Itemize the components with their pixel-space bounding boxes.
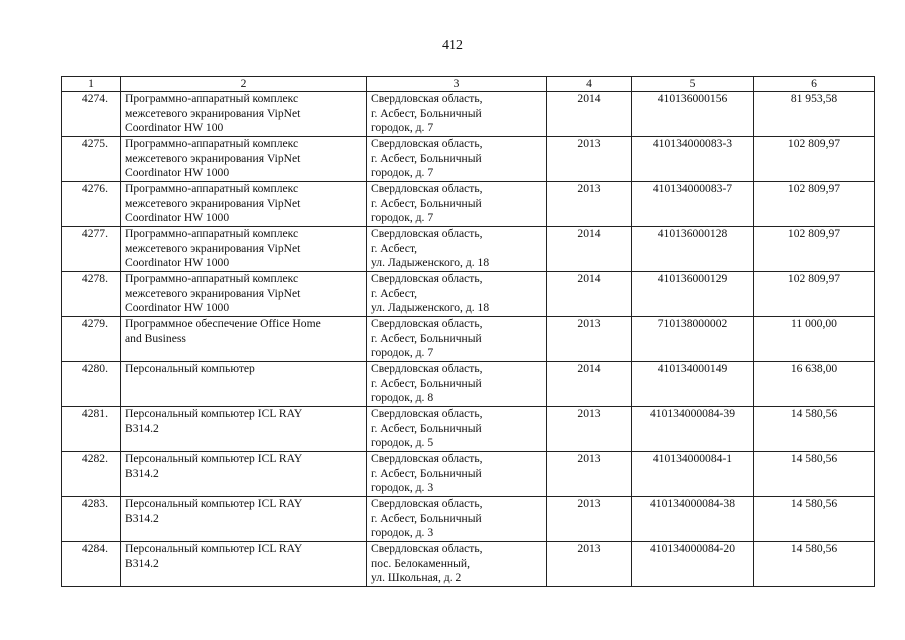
table-row xyxy=(62,272,875,317)
column-number: 3 xyxy=(367,77,547,92)
cost-cell: 14 580,56 xyxy=(754,452,875,497)
column-number: 1 xyxy=(62,77,121,92)
year-cell: 2014 xyxy=(547,227,632,272)
row-number-cell: 4277. xyxy=(62,227,121,272)
item-name-cell: Программное обеспечение Office Home and Business xyxy=(121,317,367,362)
year-cell: 2013 xyxy=(547,182,632,227)
row-number-cell: 4280. xyxy=(62,362,121,407)
item-name-cell: Персональный компьютер ICL RAY B314.2 xyxy=(121,542,367,587)
item-name-cell: Программно-аппаратный комплекс межсетевого экранирования VipNet Coordinator HW 1000 xyxy=(121,182,367,227)
row-number-cell: 4274. xyxy=(62,92,121,137)
cost-cell: 11 000,00 xyxy=(754,317,875,362)
property-registry-table xyxy=(61,76,875,587)
row-number-cell: 4282. xyxy=(62,452,121,497)
item-name-cell: Программно-аппаратный комплекс межсетевого экранирования VipNet Coordinator HW 1000 xyxy=(121,137,367,182)
inventory-number-cell: 410134000149 xyxy=(632,362,754,407)
address-cell: Свердловская область, г. Асбест, Больничный городок, д. 8 xyxy=(367,362,547,407)
table-row xyxy=(62,317,875,362)
row-number-cell: 4275. xyxy=(62,137,121,182)
cost-cell: 102 809,97 xyxy=(754,272,875,317)
inventory-number-cell: 710138000002 xyxy=(632,317,754,362)
inventory-number-cell: 410134000084-38 xyxy=(632,497,754,542)
year-cell: 2014 xyxy=(547,272,632,317)
item-name-cell: Программно-аппаратный комплекс межсетевого экранирования VipNet Coordinator HW 1000 xyxy=(121,272,367,317)
inventory-number-cell: 410134000083-3 xyxy=(632,137,754,182)
table-row xyxy=(62,452,875,497)
table-row xyxy=(62,92,875,137)
year-cell: 2013 xyxy=(547,317,632,362)
address-cell: Свердловская область, г. Асбест, Больничный городок, д. 7 xyxy=(367,92,547,137)
item-name-cell: Персональный компьютер xyxy=(121,362,367,407)
cost-cell: 16 638,00 xyxy=(754,362,875,407)
inventory-number-cell: 410134000084-39 xyxy=(632,407,754,452)
inventory-number-cell: 410134000084-1 xyxy=(632,452,754,497)
year-cell: 2013 xyxy=(547,452,632,497)
address-cell: Свердловская область, г. Асбест, Больничный городок, д. 7 xyxy=(367,137,547,182)
cost-cell: 14 580,56 xyxy=(754,542,875,587)
item-name-cell: Персональный компьютер ICL RAY B314.2 xyxy=(121,452,367,497)
address-cell: Свердловская область, г. Асбест, Больничный городок, д. 3 xyxy=(367,497,547,542)
table-row xyxy=(62,497,875,542)
item-name-cell: Персональный компьютер ICL RAY B314.2 xyxy=(121,407,367,452)
column-number: 2 xyxy=(121,77,367,92)
year-cell: 2013 xyxy=(547,407,632,452)
table-row xyxy=(62,227,875,272)
address-cell: Свердловская область, г. Асбест, Больничный городок, д. 7 xyxy=(367,182,547,227)
year-cell: 2013 xyxy=(547,542,632,587)
row-number-cell: 4276. xyxy=(62,182,121,227)
inventory-number-cell: 410134000083-7 xyxy=(632,182,754,227)
item-name-cell: Персональный компьютер ICL RAY B314.2 xyxy=(121,497,367,542)
table-row xyxy=(62,182,875,227)
table-row xyxy=(62,542,875,587)
table-row xyxy=(62,407,875,452)
column-number: 6 xyxy=(754,77,875,92)
year-cell: 2013 xyxy=(547,137,632,182)
inventory-number-cell: 410134000084-20 xyxy=(632,542,754,587)
table-row xyxy=(62,137,875,182)
cost-cell: 102 809,97 xyxy=(754,137,875,182)
table-row xyxy=(62,362,875,407)
year-cell: 2013 xyxy=(547,497,632,542)
address-cell: Свердловская область, г. Асбест, Больничный городок, д. 3 xyxy=(367,452,547,497)
row-number-cell: 4278. xyxy=(62,272,121,317)
inventory-number-cell: 410136000128 xyxy=(632,227,754,272)
column-number: 4 xyxy=(547,77,632,92)
address-cell: Свердловская область, г. Асбест, Больничный городок, д. 5 xyxy=(367,407,547,452)
row-number-cell: 4283. xyxy=(62,497,121,542)
column-number: 5 xyxy=(632,77,754,92)
address-cell: Свердловская область, пос. Белокаменный, ул. Школьная, д. 2 xyxy=(367,542,547,587)
cost-cell: 102 809,97 xyxy=(754,182,875,227)
cost-cell: 14 580,56 xyxy=(754,497,875,542)
address-cell: Свердловская область, г. Асбест, ул. Ладыженского, д. 18 xyxy=(367,227,547,272)
inventory-number-cell: 410136000129 xyxy=(632,272,754,317)
address-cell: Свердловская область, г. Асбест, ул. Ладыженского, д. 18 xyxy=(367,272,547,317)
cost-cell: 102 809,97 xyxy=(754,227,875,272)
item-name-cell: Программно-аппаратный комплекс межсетевого экранирования VipNet Coordinator HW 100 xyxy=(121,92,367,137)
row-number-cell: 4284. xyxy=(62,542,121,587)
column-number-row xyxy=(62,77,875,92)
row-number-cell: 4279. xyxy=(62,317,121,362)
cost-cell: 81 953,58 xyxy=(754,92,875,137)
page-number: 412 xyxy=(442,38,463,53)
row-number-cell: 4281. xyxy=(62,407,121,452)
year-cell: 2014 xyxy=(547,92,632,137)
inventory-number-cell: 410136000156 xyxy=(632,92,754,137)
cost-cell: 14 580,56 xyxy=(754,407,875,452)
address-cell: Свердловская область, г. Асбест, Больничный городок, д. 7 xyxy=(367,317,547,362)
year-cell: 2014 xyxy=(547,362,632,407)
item-name-cell: Программно-аппаратный комплекс межсетевого экранирования VipNet Coordinator HW 1000 xyxy=(121,227,367,272)
